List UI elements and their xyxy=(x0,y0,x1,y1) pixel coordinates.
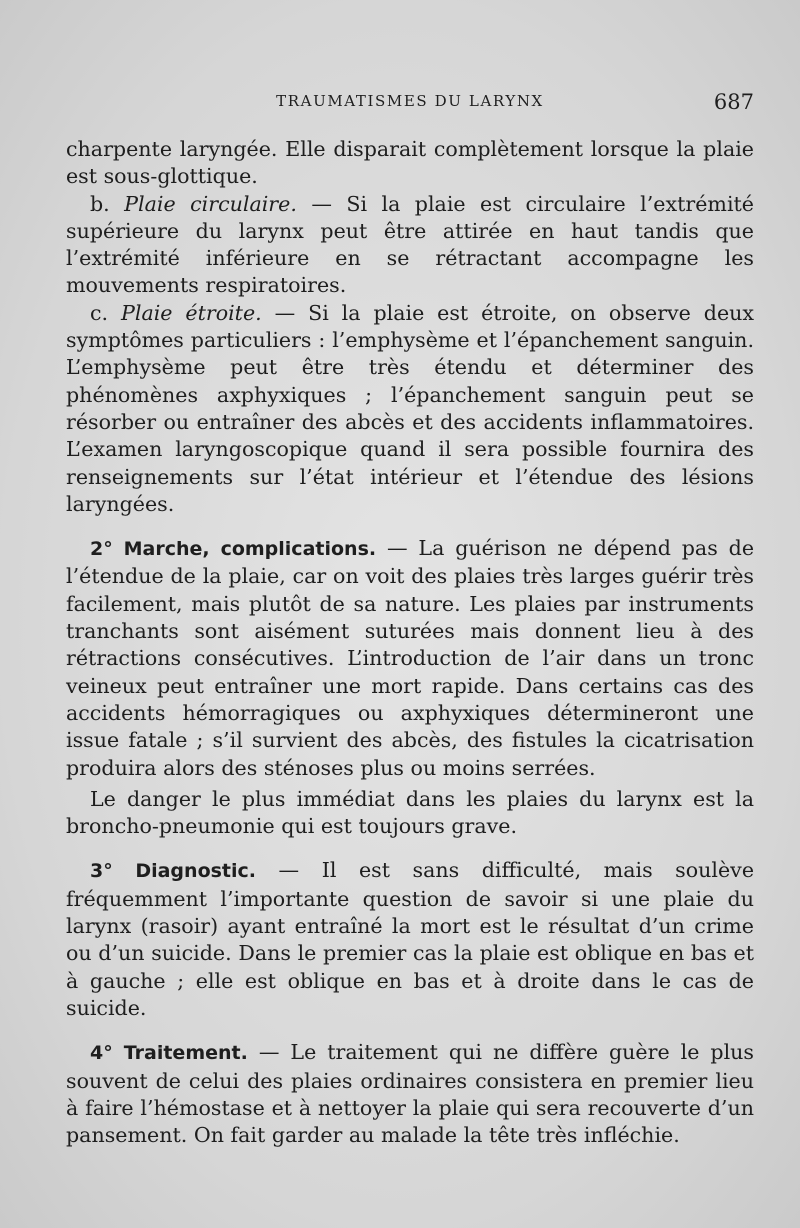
paragraph-plaie-etroite xyxy=(66,300,754,518)
paragraph-text: Le danger le plus immédiat dans les plaies du larynx est la broncho-pneumonie qui est toujours grave. xyxy=(66,786,754,839)
paragraph-marche-complications xyxy=(66,535,754,782)
paragraph-traitement xyxy=(66,1039,754,1149)
running-title: TRAUMATISMES DU LARYNX xyxy=(276,92,544,110)
paragraph-text: — Le traitement qui ne diffère guère le plus souvent de celui des plaies ordinaires consistera en premier lieu à faire l’hémostase et à nettoyer la plaie qui sera recouverte d’un pansement. On fait garder au malade la tête très infléchie. xyxy=(66,1040,754,1148)
subsection-title: Plaie étroite. xyxy=(121,300,262,325)
paragraph-text: — Si la plaie est étroite, on observe deux symptômes particuliers : l’emphysème et l’épanchement sanguin. L’emphysème peut être très étendu et déterminer des phénomènes axphyxiques ; l’épanchement sanguin peut se résorber ou entraîner des abcès et des accidents inflammatoires. L’examen laryngoscopique quand il sera possible fournira des renseignements sur l’état intérieur et l’étendue des lésions laryngées. xyxy=(66,300,755,516)
running-header xyxy=(66,90,754,116)
list-marker: b. xyxy=(90,191,110,216)
section-heading: 2° Marche, complications. xyxy=(90,538,377,561)
page-number: 687 xyxy=(713,90,754,114)
page-body xyxy=(66,136,754,1149)
paragraph-text: — Il est sans difficulté, mais soulève fréquemment l’importante question de savoir si une plaie du larynx (rasoir) ayant entraîné la mort est le résultat d’un crime ou d’un suicide. Dans le premier cas la plaie est oblique en bas et à gauche ; elle est oblique en bas et à droite dans le cas de suicide. xyxy=(66,858,755,1020)
paragraph-danger xyxy=(66,786,754,841)
paragraph-text: charpente laryngée. Elle disparait complètement lorsque la plaie est sous-glottique. xyxy=(66,137,754,189)
paragraph-continuation xyxy=(66,136,754,191)
paragraph-diagnostic xyxy=(66,857,754,1022)
list-marker: c. xyxy=(90,300,109,325)
section-heading: 4° Traitement. xyxy=(90,1042,248,1065)
paragraph-text: — Si la plaie est circulaire l’extrémité supérieure du larynx peut être attirée en haut tandis que l’extrémité inférieure en se rétractant accompagne les mouvements respiratoires. xyxy=(66,191,754,298)
paragraph-plaie-circulaire xyxy=(66,191,754,300)
subsection-title: Plaie circulaire. xyxy=(124,191,297,216)
section-heading: 3° Diagnostic. xyxy=(90,860,257,883)
paragraph-text: — La guérison ne dépend pas de l’étendue de la plaie, car on voit des plaies très larges guérir très facilement, mais plutôt de sa nature. Les plaies par instruments tranchants sont aisément suturées mais donnent lieu à des rétractions consécutives. L’introduction de l’air dans un tronc veineux peut entraîner une mort rapide. Dans certains cas des accidents hémorragiques ou axphyxiques détermineront une issue fatale ; s’il survient des abcès, des fistules la cicatrisation produira alors des sténoses plus ou moins serrées. xyxy=(66,536,755,780)
